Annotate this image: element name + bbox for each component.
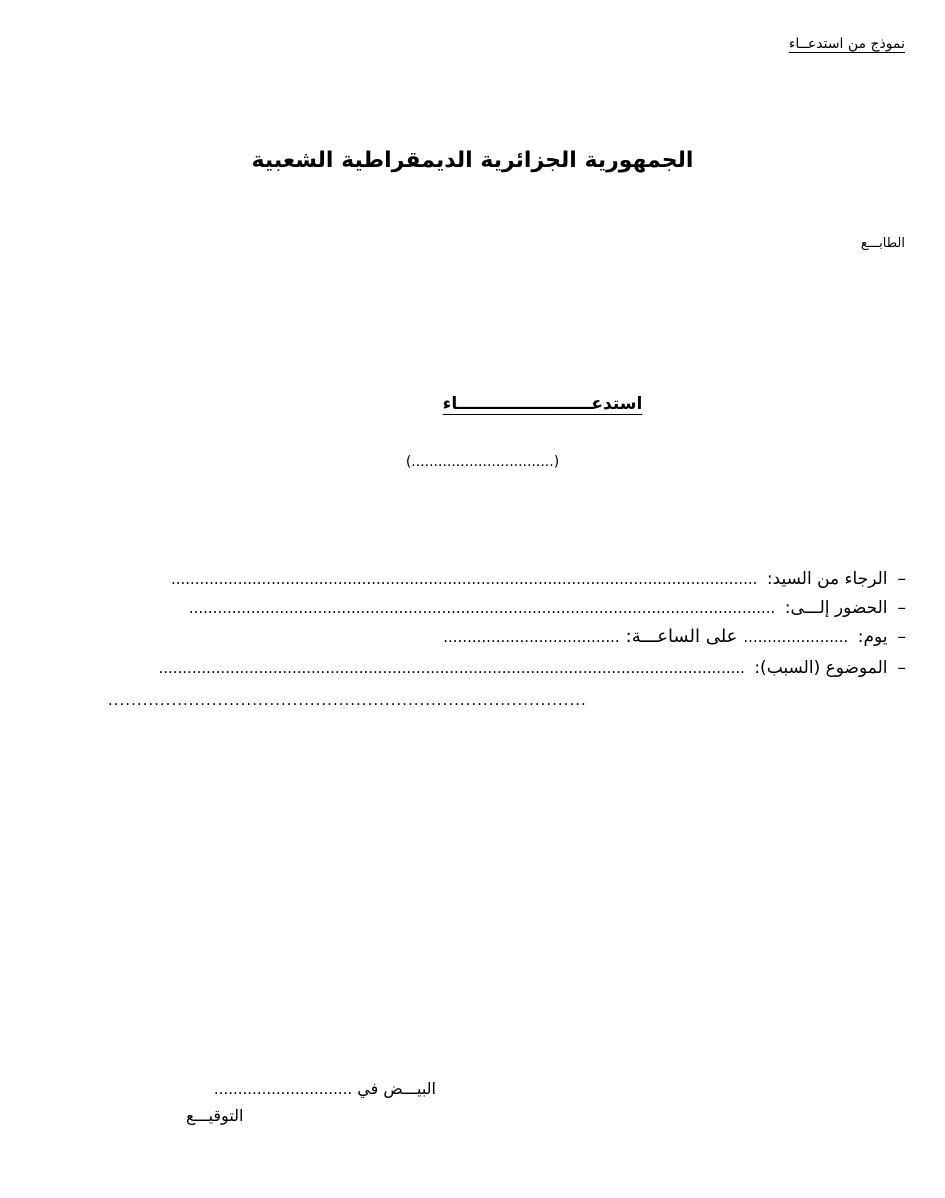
place-date-line: [80, 1076, 436, 1102]
attend-line: [80, 595, 906, 621]
line-dash: –: [897, 598, 906, 618]
subject-label: الموضوع (السبب):: [754, 658, 888, 678]
place-dots: .............................: [213, 1080, 353, 1098]
addressee-line: [80, 566, 906, 592]
hour-dots: .....................................: [443, 628, 620, 646]
subject-line: [80, 655, 906, 681]
line-dash: –: [897, 569, 906, 589]
attend-label: الحضور إلـــى:: [784, 598, 888, 618]
day-dots: ......................: [743, 628, 849, 646]
place-label: البيـــض في: [357, 1079, 436, 1098]
subject-dots: ...........................................................................................................................: [158, 659, 745, 677]
addressee-label: الرجاء من السيد:: [766, 569, 888, 589]
line-dash: –: [897, 658, 906, 678]
summons-title: استدعـــــــــــــــــــــــاء: [442, 394, 643, 414]
addressee-dots: ...........................................................................................................................: [170, 570, 758, 588]
stamp-label: الطابـــع: [860, 236, 905, 251]
day-hour-line: [80, 624, 906, 650]
line-dash: –: [897, 627, 906, 647]
republic-title: الجمهورية الجزائرية الديمقراطية الشعبية: [251, 148, 694, 173]
day-label: يوم:: [857, 627, 888, 647]
form-label: نموذج من استدعــاء: [788, 36, 905, 52]
hour-label: على الساعـــة:: [625, 626, 738, 647]
attend-dots: ...........................................................................................................................: [188, 599, 776, 617]
signature-label: التوقيـــع: [186, 1106, 244, 1125]
reference-number-field: (................................): [405, 454, 560, 470]
subject-continuation-dots: ...................................................................................: [108, 691, 587, 709]
summons-title-container: [0, 394, 945, 414]
